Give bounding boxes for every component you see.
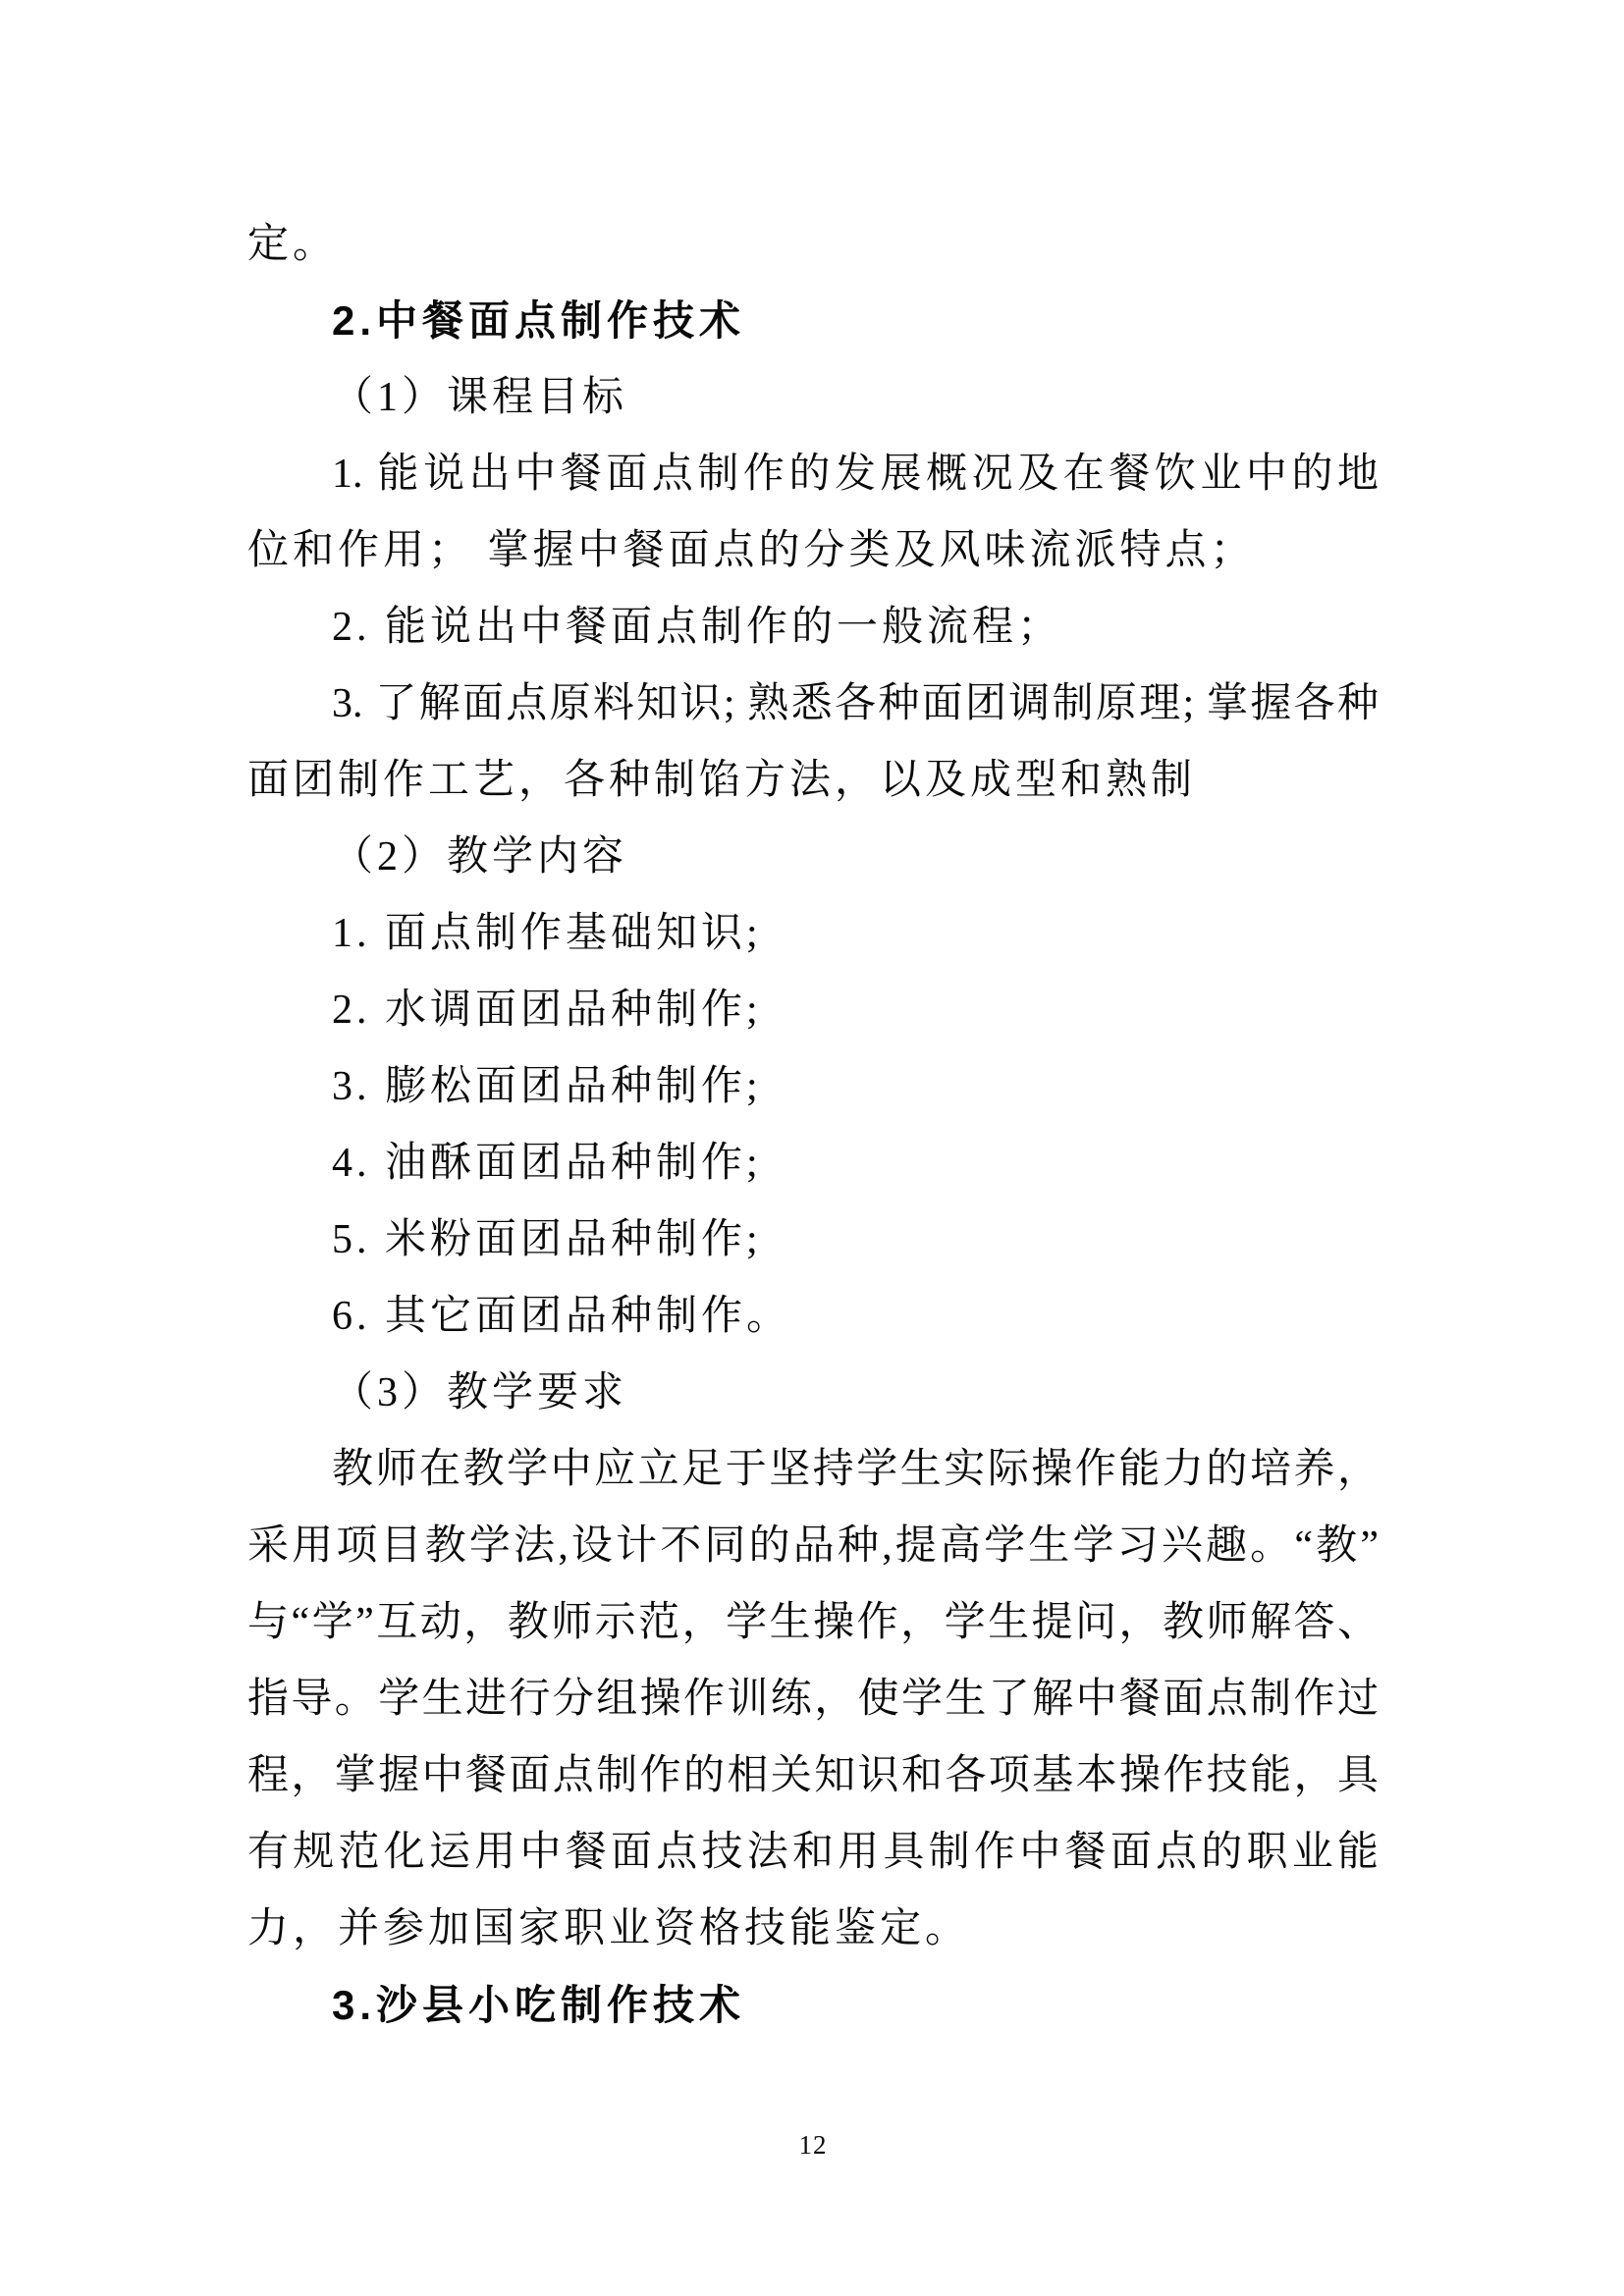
text-line: 有规范化运用中餐面点技法和用具制作中餐面点的职业能 — [247, 1830, 1379, 1875]
text-line: 教师在教学中应立足于坚持学生实际操作能力的培养， — [332, 1447, 1379, 1492]
text-line: 指导。学生进行分组操作训练，使学生了解中餐面点制作过 — [247, 1677, 1379, 1722]
list-item: 4. 油酥面团品种制作; — [332, 1141, 762, 1186]
list-item: 3. 膨松面团品种制作; — [332, 1064, 762, 1109]
section-heading: 3.沙县小吃制作技术 — [332, 1982, 746, 2028]
section-heading: 2.中餐面点制作技术 — [332, 297, 746, 344]
subsection-label: （1）课程目标 — [332, 375, 628, 420]
text-line: 1. 能说出中餐面点制作的发展概况及在餐饮业中的地 — [332, 452, 1379, 497]
text-line: 位和作用； 掌握中餐面点的分类及风味流派特点； — [247, 528, 1256, 573]
list-item: 5. 米粉面团品种制作; — [332, 1217, 762, 1262]
text-line: 力，并参加国家职业资格技能鉴定。 — [247, 1906, 971, 1951]
page-number: 12 — [798, 2130, 828, 2160]
list-item: 2. 水调面团品种制作; — [332, 988, 762, 1033]
subsection-label: （3）教学要求 — [332, 1370, 628, 1415]
text-line: 2. 能说出中餐面点制作的一般流程； — [332, 605, 1063, 650]
text-line: 定。 — [247, 222, 339, 267]
subsection-label: （2）教学内容 — [332, 834, 628, 880]
text-line: 与“学”互动，教师示范，学生操作，学生提问，教师解答、 — [247, 1600, 1379, 1645]
list-item: 1. 面点制作基础知识; — [332, 911, 762, 956]
text-line: 程，掌握中餐面点制作的相关知识和各项基本操作技能，具 — [247, 1753, 1379, 1798]
text-line: 面团制作工艺，各种制馅方法，以及成型和熟制 — [247, 758, 1197, 803]
text-line: 采用项目教学法,设计不同的品种,提高学生学习兴趣。“教” — [247, 1523, 1379, 1569]
list-item: 6. 其它面团品种制作。 — [332, 1294, 792, 1339]
text-line: 3. 了解面点原料知识; 熟悉各种面团调制原理; 掌握各种 — [332, 681, 1379, 726]
